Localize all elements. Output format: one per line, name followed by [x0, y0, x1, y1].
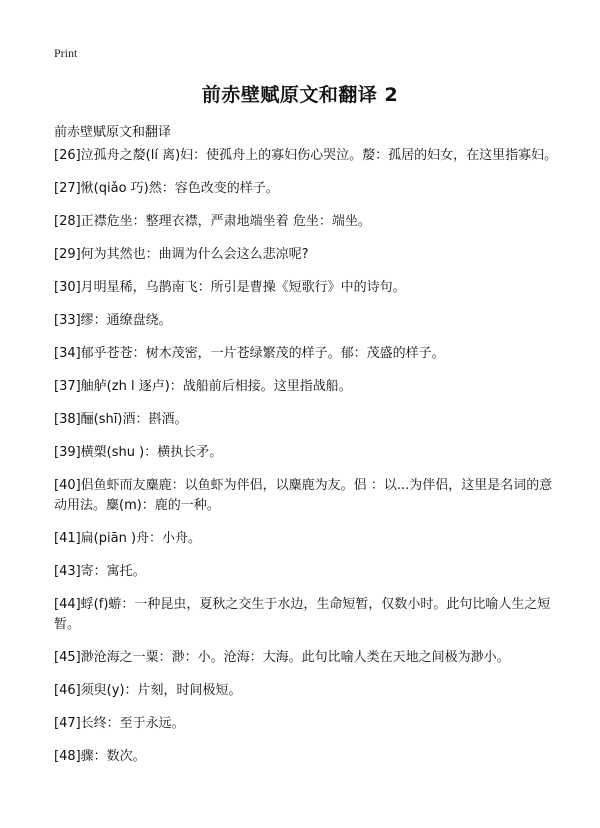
note-item: [44]蜉(f)蝣：一种昆虫，夏秋之交生于水边，生命短暂，仅数小时。此句比喻人生之短暂。 — [54, 597, 551, 632]
note-item: [40]侣鱼虾而友麋鹿：以鱼虾为伴侣，以麋鹿为友。侣 ：以...为伴侣，这里是名词的意动用法。麋(m)：鹿的一种。 — [54, 478, 553, 513]
note-item: [46]须臾(y)：片刻，时间极短。 — [54, 683, 242, 698]
page-subtitle: 前赤壁赋原文和翻译 — [54, 125, 172, 140]
note-item: [28]正襟危坐：整理衣襟，严肃地端坐着 危坐：端坐。 — [54, 214, 371, 229]
note-item: [48]骤：数次。 — [54, 749, 146, 764]
note-item: [37]舳舻(zh l 逐卢)：战船前后相接。这里指战船。 — [54, 379, 352, 394]
note-item: [27]愀(qiǎo 巧)然：容色改变的样子。 — [54, 181, 279, 196]
annotation-list — [54, 146, 564, 780]
note-item: [41]扁(piān )舟：小舟。 — [54, 531, 202, 546]
note-item: [38]酾(shī)酒：斟酒。 — [54, 412, 188, 427]
page-title: 前赤壁赋原文和翻译 2 — [201, 84, 399, 106]
note-item: [34]郁乎苍苍：树木茂密，一片苍绿繁茂的样子。郁：茂盛的样子。 — [54, 346, 445, 361]
note-item: [43]寄：寓托。 — [54, 564, 146, 579]
note-item: [26]泣孤舟之嫠(lí 离)妇：使孤舟上的寡妇伤心哭泣。嫠：孤居的妇女，在这里指寡妇。 — [54, 148, 558, 163]
note-item: [29]何为其然也：曲调为什么会这么悲凉呢? — [54, 247, 309, 262]
note-item: [33]缪：通缭盘绕。 — [54, 313, 172, 328]
note-item: [30]月明星稀，乌鹊南飞：所引是曹操《短歌行》中的诗句。 — [54, 280, 406, 295]
note-item: [45]渺沧海之一粟：渺：小。沧海：大海。此句比喻人类在天地之间极为渺小。 — [54, 650, 510, 665]
print-label: Print — [54, 46, 78, 60]
note-item: [47]长终：至于永远。 — [54, 716, 185, 731]
note-item: [39]横槊(shu )：横执长矛。 — [54, 445, 223, 460]
